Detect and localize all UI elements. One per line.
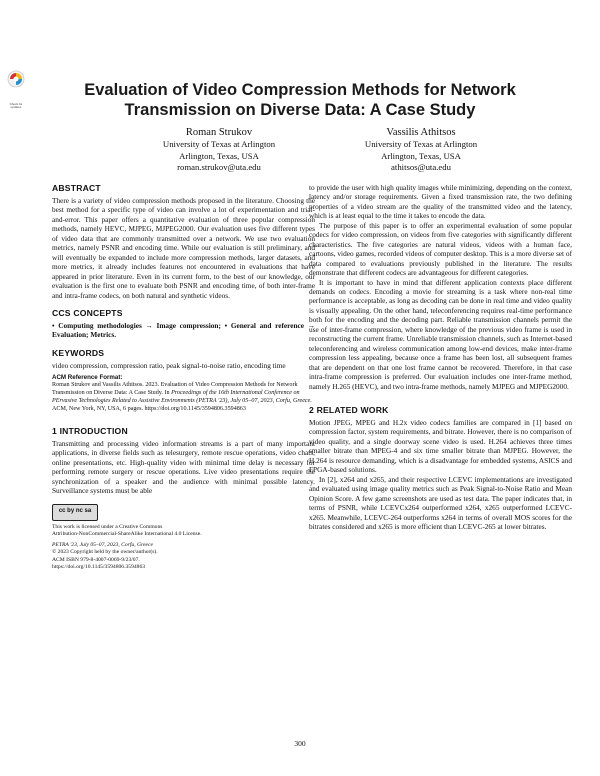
right-column [309, 183, 572, 531]
reference-format-heading: ACM Reference Format: [52, 374, 123, 382]
author-location: Arlington, Texas, USA [179, 150, 259, 161]
author-email[interactable]: roman.strukov@uta.edu [177, 162, 261, 173]
copyright-line: © 2023 Copyright held by the owner/author(s). [52, 549, 158, 556]
introduction-heading: 1 INTRODUCTION [52, 425, 128, 436]
ccs-text: • Computing methodologies → Image compression; • General and reference → Evaluation; Metrics. [52, 320, 315, 340]
reference-plain: Roman Strukov and Vassilis Athitsos. 2023. Evaluation of Video Compression Methods for Network Transmission on Diverse Data: A Case Study. In [52, 382, 298, 397]
paragraph: The purpose of this paper is to offer an experimental evaluation of some popular codecs for video compression, on videos from five categories with significantly different characteristics. The five categories are natural videos, videos with a human face, cartoons, video games, recorded videos of computer desktop. This is a more diverse set of data compared to evaluations previously published in the literature. The results demonstrate that different codecs are advantageous for different categories. [309, 220, 572, 278]
badge-label: Check for updates [9, 102, 23, 110]
reference-doi[interactable]: ACM, New York, NY, USA, 6 pages. https://doi.org/10.1145/3594806.3594863 [52, 406, 246, 413]
check-for-updates-icon [6, 70, 26, 98]
paragraph: to provide the user with high quality images while minimizing, depending on the context, latency and/or storage requirements. Given a fixed transmission rate, the two defining properties of a video stream are the quality of the transmitted video and the latency, which is at least equal to the time it takes to encode the data. [309, 183, 572, 221]
author-name: Roman Strukov [185, 127, 253, 138]
conference-line: PETRA '23, July 05–07, 2023, Corfu, Greece [52, 542, 153, 549]
page-number: 300 [294, 739, 306, 748]
author-affiliation: University of Texas at Arlington [364, 139, 478, 149]
doi-line[interactable]: https://doi.org/10.1145/3594806.3594863 [52, 563, 146, 570]
license-block [52, 504, 315, 521]
paragraph: In [2], x264 and x265, and their respective LCEVC implementations are investigated and evaluated using image quality metrics such as Peak Signal-to-Noise Ratio and Mean Opinion Score. A few game screenshots are used as test data. The paper indicates that, in terms of PSNR, while LCEVCx264 outperformed x264, x265 outperformed LCEVC-x265. Meanwhile, LCEVC-264 outperforms x264 in terms of overall MOS scores for the bitrates considered and x265 is more efficient than LCEVC-265 at lower bitrates. [309, 474, 572, 531]
author-location: Arlington, Texas, USA [381, 150, 461, 161]
reference-format-text [52, 382, 315, 414]
abstract-text: There is a variety of video compression methods proposed in the literature. Choosing the best method for a specific type of video can involve a lot of experimentation and trial-and-error. This paper offers a quantitative evaluation of three popular compression methods, namely HEVC, MJPEG, MJPEG2000. Our evaluation uses five different types of video data that are commonly transmitted over a network. We use two evaluation metrics, namely PSNR and encoding time. While our evaluation is still preliminary, and will eventually be expanded to include more compression methods, larger datasets, and more metrics, it already includes features not encountered in evaluations that have appeared in prior literature. Even in its current form, to the best of our knowledge, our evaluation is the first one to evaluate both PSNR and encoding time, of both inter-frame and intra-frame codecs, on both natural and synthetic videos. [52, 196, 315, 300]
paragraph: It is important to have in mind that different application contexts place different demands on codecs. Encoding a movie for streaming is a task where non-real time performance is acceptable, as long as decoding can be done in real time and video quality is visually appealing. On the other hand, teleconferencing requires real-time performance both for the encoding and the decoding part. Reliable transmission channels permit the use of inter-frame compression, where knowledge of the previous video frame is used in reconstructing the current frame. Unreliable transmission channels, such as Internet-based teleconferencing and wireless communication among low-end devices, make inter-frame compression less appealing, because once a frame has been lost, all subsequent frames that are dependent on that one lost frame cannot be recovered. Therefore, in that case intra-frame compression is preferred. Our evaluation includes one inter-frame method, namely H.265 (HEVC), and two intra-frame methods, namely MJPEG and MJPEG2000. [309, 277, 572, 391]
author-block-1 [104, 126, 334, 174]
introduction-text: Transmitting and processing video information streams is a part of many important applications, in diverse fields such as telesurgery, remote rescue operations, video chats, online presentations, etc. High-quality video with minimal time delay is necessary for performing remote surgery or rescue operations. Live video presentations require the synchronization of a speaker and the audience with minimal possible latency. Surveillance systems must be able [52, 438, 315, 496]
license-line-2: Attribution-NonCommercial-ShareAlike International 4.0 License. [52, 530, 202, 537]
keywords-heading: KEYWORDS [52, 347, 105, 358]
license-line-1: This work is licensed under a Creative Commons [52, 523, 163, 530]
ccs-heading: CCS CONCEPTS [52, 307, 123, 318]
author-block-2 [306, 126, 536, 174]
left-column [52, 183, 315, 571]
keywords-text: video compression, compression ratio, peak signal-to-noise ratio, encoding time [52, 360, 286, 370]
author-email[interactable]: athitsos@uta.edu [391, 162, 451, 173]
check-for-updates-badge[interactable] [6, 70, 26, 110]
abstract-heading: ABSTRACT [52, 183, 101, 193]
author-affiliation: University of Texas at Arlington [162, 139, 276, 149]
author-name: Vassilis Athitsos [386, 127, 456, 138]
paragraph: Motion JPEG, MPEG and H.2x video codecs families are compared in [1] based on compression factor, system requirements, and bitrate. However, there is no comparison of video quality, and a single doorway scene video is used. H.264 achieves three times smaller bitrate than MPEG-4 and six time smaller bitrate than MJPEG. However, the H.264 is resource demanding, which is a disadvantage for embedded systems, ASICS and FPGA-based solutions. [309, 417, 572, 475]
isbn-line: ACM ISBN 979-8-4007-0069-9/23/07. [52, 556, 140, 563]
related-work-heading: 2 RELATED WORK [309, 404, 389, 415]
paper-title: Evaluation of Video Compression Methods for Network Transmission on Diverse Data: A Case Study [84, 81, 516, 119]
reference-proceedings: Proceedings of the 16th International Conference on PErvasive Technologies Related to Assistive Environments (PETRA '23), July 05–07, 2023, Corfu, Greece. [52, 390, 312, 405]
cc-license-icon[interactable]: cc by nc sa [52, 504, 98, 521]
